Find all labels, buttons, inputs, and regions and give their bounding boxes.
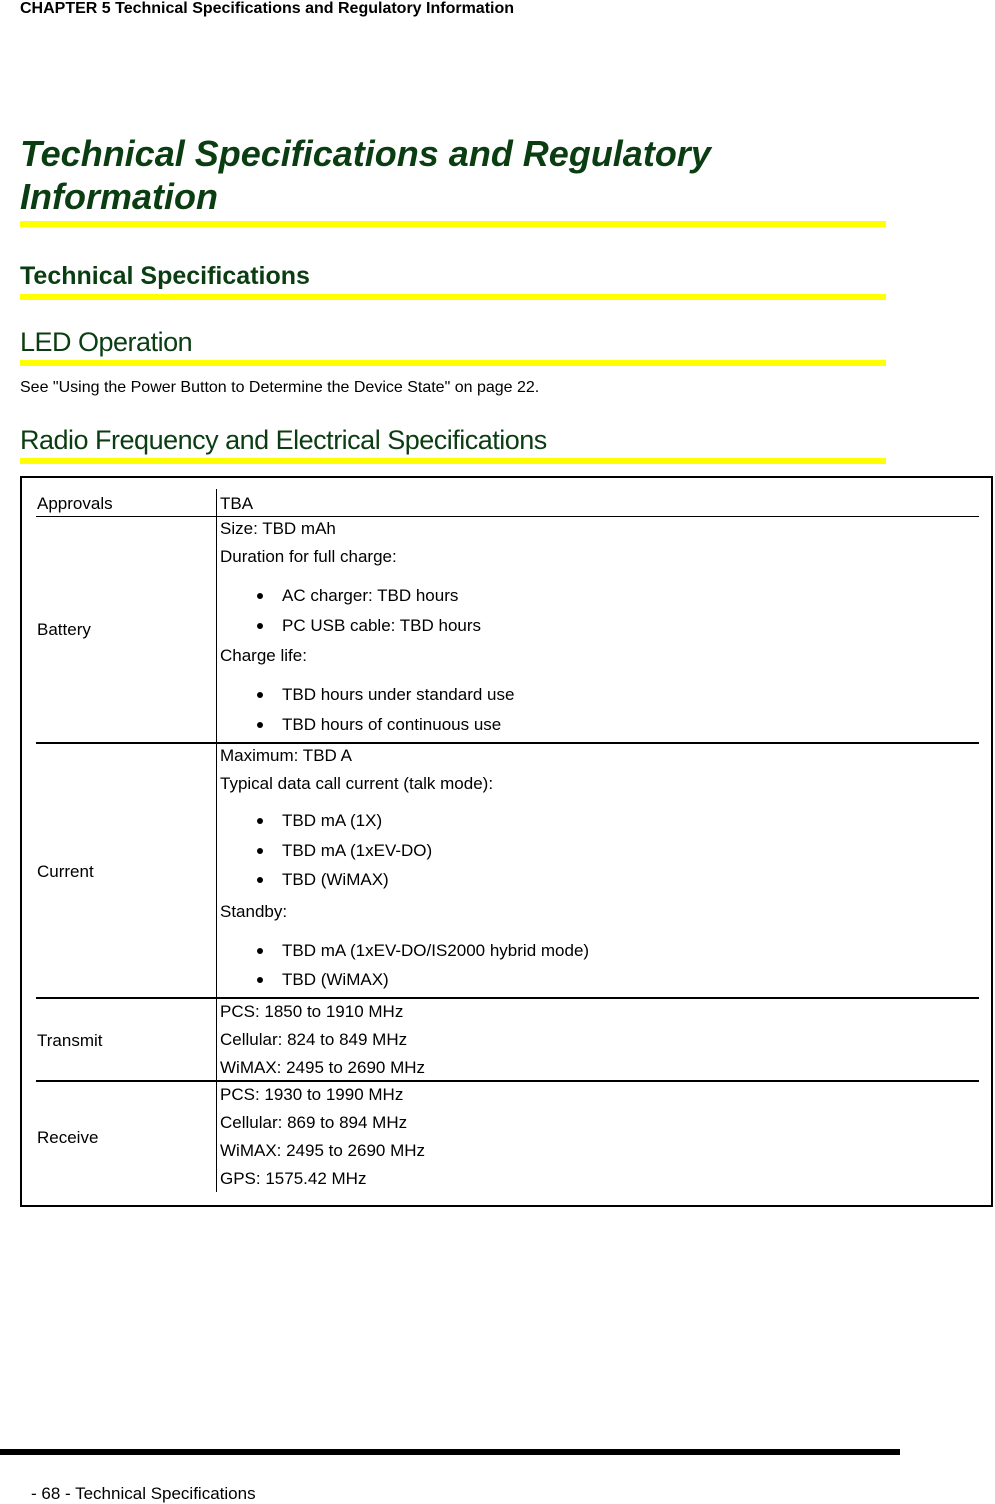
receive-line: GPS: 1575.42 MHz [220,1169,367,1188]
current-cell [220,742,589,995]
row-label-current: Current [37,862,94,881]
row-label-approvals: Approvals [37,494,113,513]
bullet-icon [257,948,263,954]
approvals-value: TBA [220,494,254,513]
title-rule [20,221,886,227]
battery-cell [220,515,514,739]
section-heading-rf-electrical: Radio Frequency and Electrical Specifications [20,425,547,455]
chapter-header: CHAPTER 5 Technical Specifications and Regulatory Information [20,0,515,17]
table-column-divider [216,489,217,1192]
bullet-icon [257,818,263,824]
section-heading-led-operation: LED Operation [20,327,193,357]
row-label-battery: Battery [37,620,91,639]
row-label-receive: Receive [37,1128,99,1147]
bullet-icon [257,977,263,983]
row-divider [36,1080,979,1082]
list-item: TBD (WiMAX) [220,965,589,995]
list-item: PC USB cable: TBD hours [220,611,514,641]
list-item: TBD mA (1X) [220,806,589,836]
section-rule [20,294,886,300]
current-typical: Typical data call current (talk mode): [220,774,494,793]
bullet-icon [257,623,263,629]
list-item: TBD mA (1xEV-DO) [220,836,589,866]
current-standby: Standby: [220,901,288,921]
transmit-line: PCS: 1850 to 1910 MHz [220,1002,404,1021]
receive-line: PCS: 1930 to 1990 MHz [220,1085,404,1104]
bullet-icon [257,877,263,883]
transmit-line: WiMAX: 2495 to 2690 MHz [220,1058,426,1077]
battery-size: Size: TBD mAh [220,519,336,538]
current-maximum: Maximum: TBD A [220,746,352,765]
battery-charge-life: Charge life: [220,646,307,665]
list-item: TBD mA (1xEV-DO/IS2000 hybrid mode) [220,936,589,966]
row-label-transmit: Transmit [37,1031,103,1050]
page-footer: - 68 - Technical Specifications [31,1484,256,1503]
list-item: AC charger: TBD hours [220,581,514,611]
section-rule [20,360,886,366]
transmit-line: Cellular: 824 to 849 MHz [220,1030,408,1049]
bullet-icon [257,848,263,854]
footer-rule [0,1449,900,1455]
bullet-icon [257,593,263,599]
receive-line: WiMAX: 2495 to 2690 MHz [220,1141,426,1160]
list-item: TBD hours of continuous use [220,710,514,740]
receive-line: Cellular: 869 to 894 MHz [220,1113,408,1132]
section-heading-technical-specifications: Technical Specifications [20,262,310,290]
battery-duration: Duration for full charge: [220,547,397,566]
transmit-cell [220,998,425,1082]
bullet-icon [257,692,263,698]
bullet-icon [257,722,263,728]
list-item: TBD (WiMAX) [220,865,589,895]
receive-cell [220,1081,425,1193]
led-operation-text: See "Using the Power Button to Determine the Device State" on page 22. [20,379,540,396]
section-rule [20,458,886,464]
row-divider [36,997,979,999]
page-title: Technical Specifications and Regulatory Information [20,133,711,217]
list-item: TBD hours under standard use [220,680,514,710]
